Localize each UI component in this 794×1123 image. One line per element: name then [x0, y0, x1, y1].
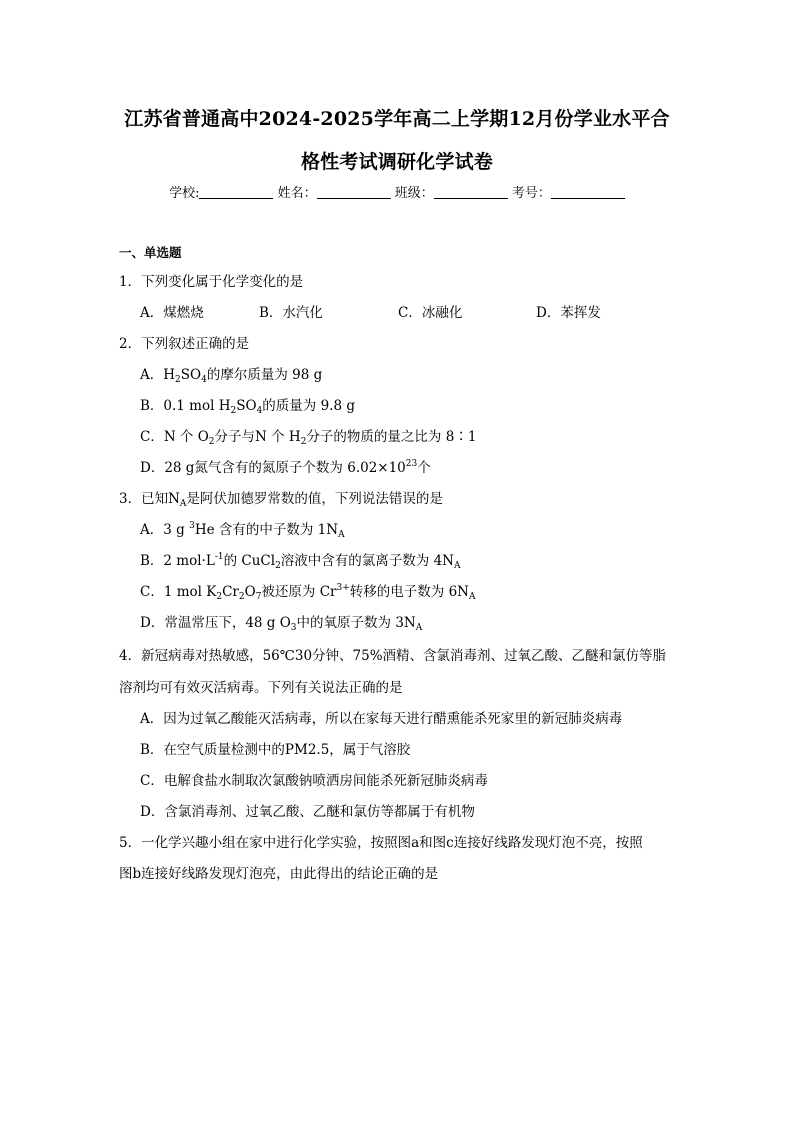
question-4-stem-line2: 溶剂均可有效灭活病毒。下列有关说法正确的是 [119, 680, 403, 696]
question-2-option-b: B．0.1 mol $H_2SO_4$的质量为 9.8 g [140, 398, 355, 416]
school-label: 学校: [169, 186, 200, 201]
question-4-stem-line1: 4．新冠病毒对热敏感，56℃30分钟、75%酒精、含氯消毒剂、过氧乙酸、乙醚和氯仿等脂 [119, 648, 667, 664]
number-label: 考号： [511, 186, 551, 201]
question-5-stem-line1: 5．一化学兴趣小组在家中进行化学实验，按照图a和图c连接好线路发现灯泡不亮，按照 [119, 835, 643, 851]
question-1-stem: 1．下列变化属于化学变化的是 [119, 274, 304, 290]
student-info-row [0, 182, 794, 201]
question-4-option-d: D．含氯消毒剂、过氧乙酸、乙醚和氯仿等都属于有机物 [140, 804, 475, 820]
question-3-option-a: A．3 g $^3$He 含有的中子数为 $1N_A$ [140, 521, 345, 540]
question-2-stem: 2．下列叙述正确的是 [119, 336, 250, 352]
question-3-option-b: B．2 $mol\cdot L^{-1}$的 CuCl$_2$溶液中含有的氯离子数为 $4N_A$ [140, 552, 461, 571]
name-blank[interactable] [317, 186, 391, 199]
number-blank[interactable] [551, 186, 625, 199]
school-blank[interactable] [199, 186, 273, 199]
question-3-option-d: D．常温常压下，48 g $O_3$中的氧原子数为 $3N_A$ [140, 615, 423, 633]
exam-title-line1: 江苏省普通高中2024-2025学年高二上学期12月份学业水平合 [124, 108, 670, 130]
question-5-stem-line2: 图b连接好线路发现灯泡亮，由此得出的结论正确的是 [119, 866, 439, 882]
question-4-option-a: A．因为过氧乙酸能灭活病毒，所以在家每天进行醋熏能杀死家里的新冠肺炎病毒 [140, 711, 623, 727]
class-blank[interactable] [434, 186, 508, 199]
exam-title-line2: 格性考试调研化学试卷 [300, 151, 493, 173]
section-heading: 一、单选题 [119, 245, 182, 260]
question-1-option-d: D．苯挥发 [536, 305, 601, 321]
question-3-option-c: C．1 mol $K_2Cr_2O_7$被还原为 $Cr^{3+}$转移的电子数为 $6N_A$ [140, 583, 476, 602]
question-1-option-a: A．煤燃烧 [140, 305, 204, 321]
class-label: 班级： [394, 186, 434, 201]
question-4-option-b: B．在空气质量检测中的PM2.5，属于气溶胶 [140, 742, 411, 758]
question-1-option-b: B．水汽化 [259, 305, 323, 321]
question-2-option-d: D．28 g氮气含有的氮原子个数为 $6.02\times 10^{23}$个 [140, 459, 431, 476]
name-label: 姓名： [277, 186, 317, 201]
question-4-option-c: C．电解食盐水制取次氯酸钠喷洒房间能杀死新冠肺炎病毒 [140, 773, 488, 789]
question-1-option-c: C．冰融化 [398, 305, 463, 321]
question-3-stem: 3．已知$N_A$是阿伏加德罗常数的值，下列说法错误的是 [119, 491, 443, 509]
question-2-option-c: C．N 个 $O_2$分子与N 个 $H_2$分子的物质的量之比为 8∶1 [140, 429, 477, 447]
question-2-option-a: A．$H_2SO_4$的摩尔质量为 98 g [140, 367, 323, 385]
